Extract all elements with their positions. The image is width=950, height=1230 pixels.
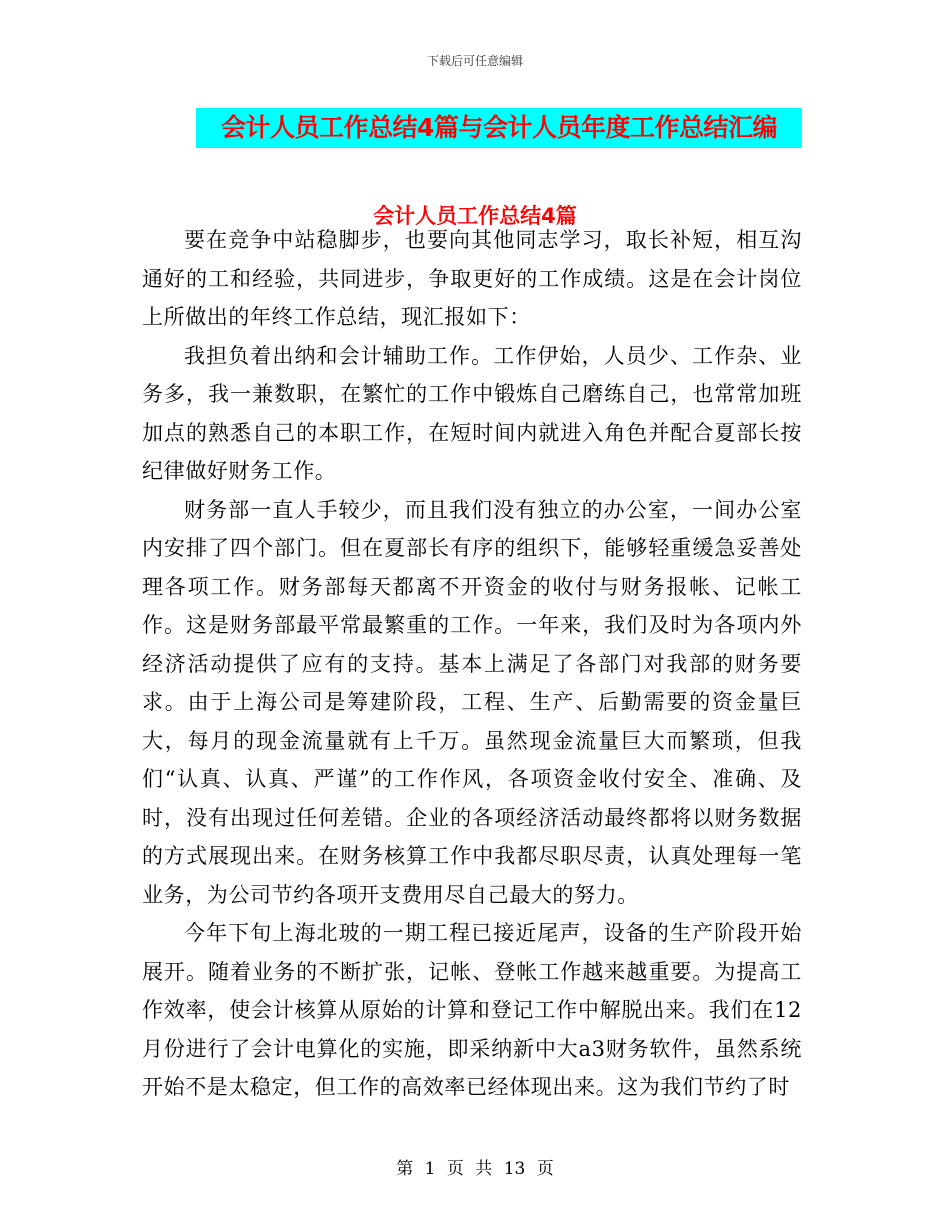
paragraph-3: 财务部一直人手较少，而且我们没有独立的办公室，一间办公室内安排了四个部门。但在夏部长有序的组织下，能够轻重缓急妥善处理各项工作。财务部每天都离不开资金的收付与财务报帐、记帐工作。这是财务部最平常最繁重的工作。一年来，我们及时为各项内外经济活动提供了应有的支持。基本上满足了各部门对我部的财务要求。由于上海公司是筹建阶段，工程、生产、后勤需要的资金量巨大，每月的现金流量就有上千万。虽然现金流量巨大而繁琐，但我们“认真、认真、严谨”的工作作风，各项资金收付安全、准确、及时，没有出现过任何差错。企业的各项经济活动最终都将以财务数据的方式展现出来。在财务核算工作中我都尽职尽责，认真处理每一笔业务，为公司节约各项开支费用尽自己最大的努力。 (142, 497, 802, 907)
paragraph-1: 要在竞争中站稳脚步，也要向其他同志学习，取长补短，相互沟通好的工和经验，共同进步，争取更好的工作成绩。这是在会计岗位上所做出的年终工作总结，现汇报如下： (142, 228, 802, 329)
page-header-note: 下载后可任意编辑 (426, 54, 523, 68)
main-title-highlight (196, 108, 802, 148)
main-title: 会计人员工作总结4篇与会计人员年度工作总结汇编 (221, 113, 777, 142)
paragraph-2: 我担负着出纳和会计辅助工作。工作伊始，人员少、工作杂、业务多，我一兼数职，在繁忙的工作中锻炼自己磨练自己，也常常加班加点的熟悉自己的本职工作，在短时间内就进入角色并配合夏部长按纪律做好财务工作。 (142, 343, 802, 483)
section-title: 会计人员工作总结4篇 (373, 204, 577, 228)
document-body (142, 221, 802, 1107)
page-number-footer: 第 1 页 共 13 页 (396, 1159, 554, 1179)
paragraph-4: 今年下旬上海北玻的一期工程已接近尾声，设备的生产阶段开始展开。随着业务的不断扩张，记帐、登帐工作越来越重要。为提高工作效率，使会计核算从原始的计算和登记工作中解脱出来。我们在12月份进行了会计电算化的实施，即采纳新中大a3财务软件，虽然系统开始不是太稳定，但工作的高效率已经体现出来。这为我们节约了时 (142, 921, 802, 1099)
